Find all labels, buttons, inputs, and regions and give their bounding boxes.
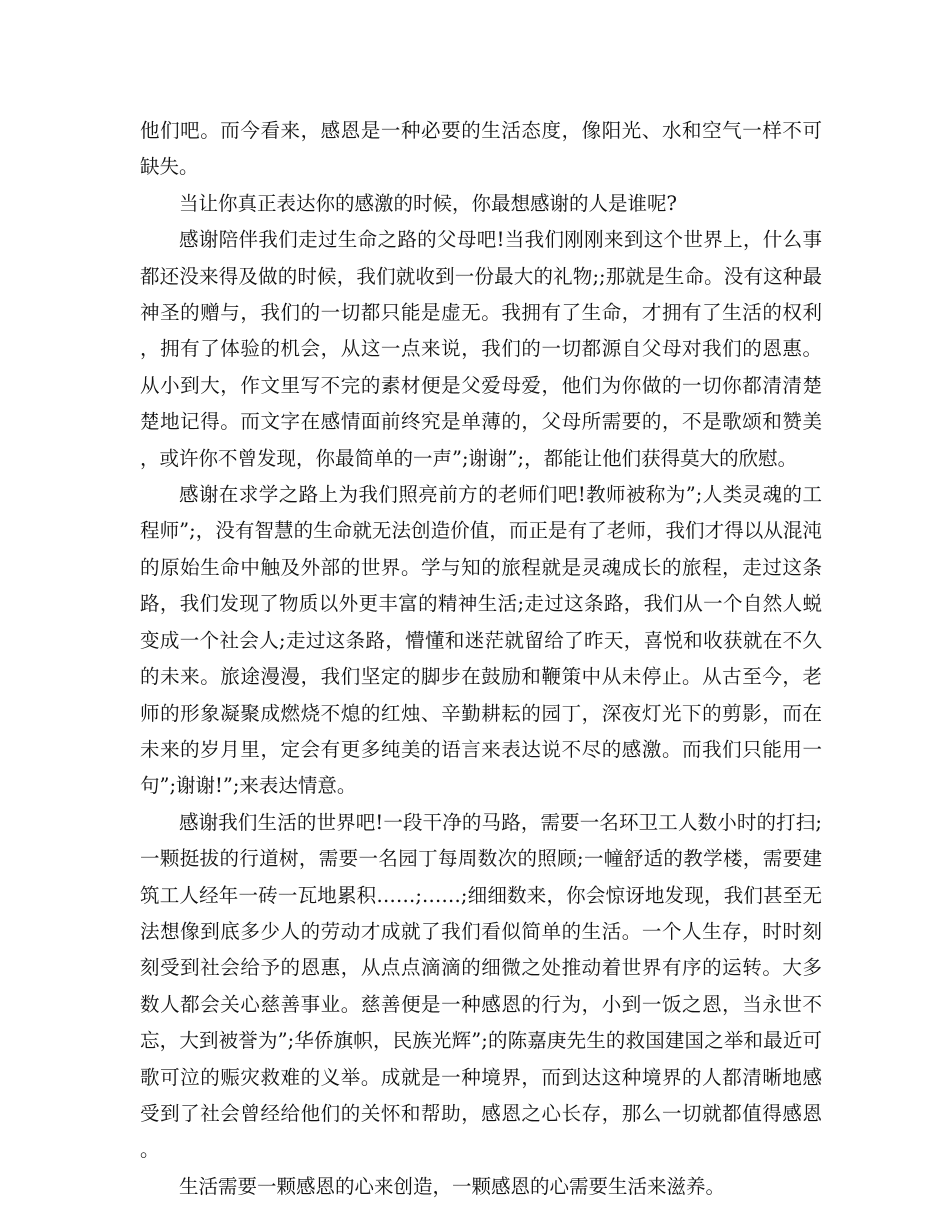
paragraph-world: 感谢我们生活的世界吧!一段干净的马路，需要一名环卫工人数小时的打扫;一颗挺拔的行道树，需要一名园丁每周数次的照顾;一幢舒适的教学楼，需要建筑工人经年一砖一瓦地累积……;……;细细数来，你会惊讶地发现，我们甚至无法想像到底多少人的劳动才成就了我们看似简单的生活。一个人生存，时时刻刻受到社会给予的恩惠，从点点滴滴的细微之处推动着世界有序的运转。大多数人都会关心慈善事业。慈善便是一种感恩的行为，小到一饭之恩，当永世不忘，大到被誉为”;华侨旗帜，民族光辉”;的陈嘉庚先生的救国建国之举和最近可歌可泣的赈灾救难的义举。成就是一种境界，而到达这种境界的人都清晰地感受到了社会曾经给他们的关怀和帮助，感恩之心长存，那么一切就都值得感恩。 bbox=[140, 810, 822, 1162]
paragraph-teachers: 感谢在求学之路上为我们照亮前方的老师们吧!教师被称为”;人类灵魂的工程师”;，没有智慧的生命就无法创造价值，而正是有了老师，我们才得以从混沌的原始生命中触及外部的世界。学与知的旅程就是灵魂成长的旅程，走过这条路，我们发现了物质以外更丰富的精神生活;走过这条路，我们从一个自然人蜕变成一个社会人;走过这条路，懵懂和迷茫就留给了昨天，喜悦和收获就在不久的未来。旅途漫漫，我们坚定的脚步在鼓励和鞭策中从未停止。从古至今，老师的形象凝聚成燃烧不熄的红烛、辛勤耕耘的园丁，深夜灯光下的剪影，而在未来的岁月里，定会有更多纯美的语言来表达说不尽的感激。而我们只能用一句”;谢谢!”;来表达情意。 bbox=[140, 483, 822, 798]
paragraph-question: 当让你真正表达你的感激的时候，你最想感谢的人是谁呢? bbox=[179, 191, 677, 215]
paragraph-continuation: 他们吧。而今看来，感恩是一种必要的生活态度，像阳光、水和空气一样不可缺失。 bbox=[140, 119, 822, 179]
paragraph-parents: 感谢陪伴我们走过生命之路的父母吧!当我们刚刚来到这个世界上，什么事都还没来得及做的时候，我们就收到一份最大的礼物;;那就是生命。没有这种最神圣的赠与，我们的一切都只能是虚无。我拥有了生命，才拥有了生活的权利，拥有了体验的机会，从这一点来说，我们的一切都源自父母对我们的恩惠。从小到大，作文里写不完的素材便是父爱母爱，他们为你做的一切你都清清楚楚地记得。而文字在感情面前终究是单薄的，父母所需要的，不是歌颂和赞美，或许你不曾发现，你最简单的一声”;谢谢”;，都能让他们获得莫大的欣慰。 bbox=[140, 228, 822, 470]
paragraph-conclusion: 生活需要一颗感恩的心来创造，一颗感恩的心需要生活来滋养。 bbox=[179, 1174, 726, 1198]
